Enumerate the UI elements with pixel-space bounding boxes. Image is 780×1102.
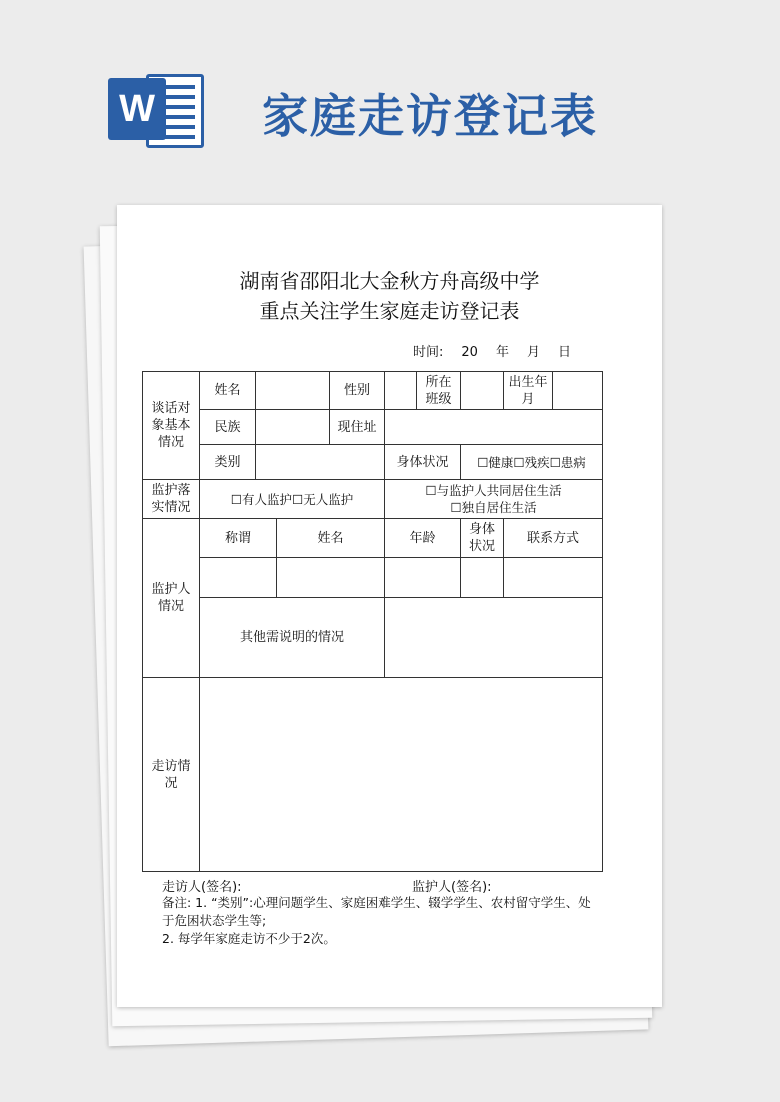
visit-form-table	[142, 371, 603, 872]
date-month-unit: 月	[526, 345, 540, 360]
note-line-1: 备注: 1. “类别”:心理问题学生、家庭困难学生、辍学学生、农村留守学生、处于危困状态学生等;	[162, 895, 591, 928]
value-category[interactable]	[256, 445, 385, 480]
document-title-line2: 重点关注学生家庭走访登记表	[259, 299, 520, 323]
table-row	[143, 558, 603, 598]
label-birth: 出生年月	[504, 372, 553, 410]
value-guardian-name[interactable]	[277, 558, 385, 598]
value-other-notes[interactable]	[385, 598, 603, 678]
value-address[interactable]	[385, 410, 603, 445]
document-page	[117, 205, 662, 1007]
value-contact[interactable]	[504, 558, 603, 598]
table-row	[143, 372, 603, 410]
label-address: 现住址	[330, 410, 385, 445]
date-day-unit: 日	[557, 345, 571, 360]
signature-line	[162, 876, 492, 895]
label-name: 姓名	[200, 372, 256, 410]
table-row	[143, 480, 603, 519]
label-ethnicity: 民族	[200, 410, 256, 445]
value-name[interactable]	[256, 372, 330, 410]
value-visit-details[interactable]	[200, 678, 603, 872]
logo-line	[161, 125, 195, 129]
table-row	[143, 519, 603, 558]
value-age[interactable]	[385, 558, 461, 598]
label-class: 所在班级	[417, 372, 461, 410]
section-basic-info: 谈话对象基本情况	[143, 372, 200, 480]
date-year: 20	[461, 345, 478, 360]
logo-line	[161, 135, 195, 139]
label-gender: 性别	[330, 372, 385, 410]
col-health: 身体状况	[461, 519, 504, 558]
value-birth[interactable]	[553, 372, 603, 410]
label-category: 类别	[200, 445, 256, 480]
section-visit: 走访情况	[143, 678, 200, 872]
guardian-signature-label: 监护人(签名):	[412, 880, 492, 895]
note-line-2: 2. 每学年家庭走访不少于2次。	[162, 931, 336, 946]
section-guardian: 监护人情况	[143, 519, 200, 678]
date-label: 时间:	[413, 345, 444, 360]
document-title-line1: 湖南省邵阳北大金秋方舟高级中学	[239, 269, 540, 293]
col-contact: 联系方式	[504, 519, 603, 558]
living-options[interactable]	[385, 480, 603, 519]
date-year-unit: 年	[495, 345, 509, 360]
label-health: 身体状况	[385, 445, 461, 480]
value-gender[interactable]	[385, 372, 417, 410]
logo-line	[161, 115, 195, 119]
col-age: 年龄	[385, 519, 461, 558]
guardian-options[interactable]: ☐有人监护☐无人监护	[200, 480, 385, 519]
living-option-with-guardian[interactable]: ☐与监护人共同居住生活	[425, 483, 562, 498]
visitor-signature-label: 走访人(签名):	[162, 880, 242, 895]
table-row	[143, 678, 603, 872]
page-title: 家庭走访登记表	[262, 89, 598, 143]
section-guardian-status: 监护落实情况	[143, 480, 200, 519]
table-row	[143, 410, 603, 445]
living-option-alone[interactable]: ☐独自居住生活	[450, 500, 537, 515]
word-logo-icon	[108, 68, 208, 154]
col-name: 姓名	[277, 519, 385, 558]
health-options[interactable]: ☐健康☐残疾☐患病	[461, 445, 603, 480]
logo-line	[161, 105, 195, 109]
notes	[162, 894, 602, 948]
value-guardian-health[interactable]	[461, 558, 504, 598]
label-other-notes: 其他需说明的情况	[200, 598, 385, 678]
logo-line	[161, 95, 195, 99]
logo-line	[161, 85, 195, 89]
table-row	[143, 445, 603, 480]
value-relation[interactable]	[200, 558, 277, 598]
date-line	[413, 341, 589, 360]
value-class[interactable]	[461, 372, 504, 410]
value-ethnicity[interactable]	[256, 410, 330, 445]
table-row	[143, 598, 603, 678]
logo-letter: W	[108, 78, 166, 140]
col-relation: 称谓	[200, 519, 277, 558]
